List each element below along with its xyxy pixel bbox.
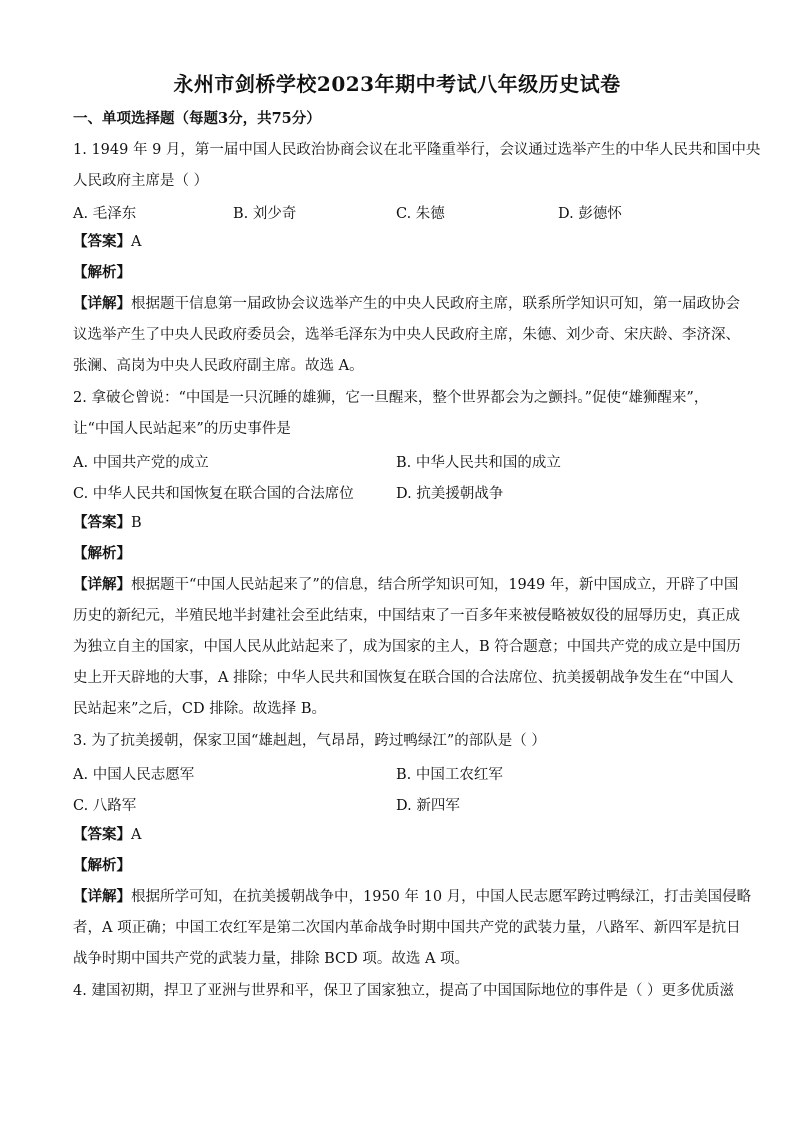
q1-detail-line1 bbox=[73, 294, 740, 314]
q2-detail-line1 bbox=[73, 575, 739, 595]
q3-option-c: C. 八路军 bbox=[73, 798, 137, 814]
q2-stem-line2: 让“中国人民站起来”的历史事件是 bbox=[73, 421, 291, 437]
q3-answer bbox=[73, 825, 723, 845]
detail-tag: 【详解】 bbox=[73, 295, 131, 312]
answer-value: A bbox=[131, 827, 142, 843]
detail-text: 根据题干“中国人民站起来了”的信息，结合所学知识可知，1949 年，新中国成立，开辟了中国 bbox=[131, 577, 739, 593]
q2-stem-line1: 2. 拿破仑曾说：“中国是一只沉睡的雄狮，它一旦醒来，整个世界都会为之颤抖。”促使“雄狮醒来”， bbox=[73, 390, 709, 406]
detail-text: 根据所学可知，在抗美援朝战争中，1950 年 10 月，中国人民志愿军跨过鸭绿江，打击美国侵略 bbox=[131, 889, 752, 905]
q2-detail-line4: 史上开天辟地的大事，A 排除；中华人民共和国恢复在联合国的合法席位、抗美援朝战争发生在“中国人 bbox=[73, 670, 734, 686]
q1-detail-line2: 议选举产生了中央人民政府委员会，选举毛泽东为中央人民政府主席，朱德、刘少奇、宋庆龄、李济深、 bbox=[73, 327, 740, 343]
q3-option-b: B. 中国工农红军 bbox=[396, 767, 503, 783]
q2-option-b: B. 中华人民共和国的成立 bbox=[396, 455, 561, 471]
q3-option-d: D. 新四军 bbox=[396, 798, 460, 814]
q2-option-c: C. 中华人民共和国恢复在联合国的合法席位 bbox=[73, 486, 354, 502]
q2-detail-line3: 为独立自主的国家，中国人民从此站起来了，成为国家的主人，B 符合题意；中国共产党的成立是中国历 bbox=[73, 639, 741, 655]
q1-option-c: C. 朱德 bbox=[396, 206, 445, 222]
q2-option-d: D. 抗美援朝战争 bbox=[396, 486, 504, 502]
q1-option-b: B. 刘少奇 bbox=[233, 206, 297, 222]
q3-detail-line1 bbox=[73, 887, 752, 907]
q3-detail-line3: 战争时期中国共产党的武装力量，排除 BCD 项。故选 A 项。 bbox=[73, 951, 470, 967]
q2-answer bbox=[73, 513, 723, 533]
answer-tag: 【答案】 bbox=[73, 514, 131, 531]
answer-value: A bbox=[131, 234, 142, 250]
q1-detail-line3: 张澜、高岗为中央人民政府副主席。故选 A。 bbox=[73, 358, 364, 374]
q4-stem-line1: 4. 建国初期，捍卫了亚洲与世界和平，保卫了国家独立，提高了中国国际地位的事件是（ ）更多优质滋 bbox=[73, 983, 735, 999]
q1-answer bbox=[73, 232, 723, 252]
q2-detail-line5: 民站起来”之后，CD 排除。故选择 B。 bbox=[73, 701, 327, 717]
answer-tag: 【答案】 bbox=[73, 233, 131, 250]
answer-tag: 【答案】 bbox=[73, 826, 131, 843]
q3-option-a: A. 中国人民志愿军 bbox=[73, 767, 195, 783]
q2-option-a: A. 中国共产党的成立 bbox=[73, 455, 209, 471]
q1-stem-line1: 1. 1949 年 9 月，第一届中国人民政治协商会议在北平隆重举行，会议通过选举产生的中华人民共和国中央 bbox=[73, 142, 761, 158]
section-heading: 一、单项选择题（每题3分，共75分） bbox=[73, 110, 321, 127]
answer-value: B bbox=[131, 515, 142, 531]
q1-stem-line2: 人民政府主席是（ ） bbox=[73, 173, 209, 189]
q3-analysis-tag: 【解析】 bbox=[73, 857, 131, 874]
q3-stem-line1: 3. 为了抗美援朝，保家卫国“雄赳赳，气昂昂，跨过鸭绿江”的部队是（ ） bbox=[73, 733, 546, 749]
q3-detail-line2: 者，A 项正确；中国工农红军是第二次国内革命战争时期中国共产党的武装力量，八路军、新四军是抗日 bbox=[73, 920, 741, 936]
q1-option-a: A. 毛泽东 bbox=[73, 206, 137, 222]
page-title: 永州市剑桥学校2023年期中考试八年级历史试卷 bbox=[173, 72, 621, 96]
q1-analysis-tag: 【解析】 bbox=[73, 264, 131, 281]
q1-option-d: D. 彭德怀 bbox=[558, 206, 622, 222]
detail-tag: 【详解】 bbox=[73, 888, 131, 905]
detail-tag: 【详解】 bbox=[73, 576, 131, 593]
q2-analysis-tag: 【解析】 bbox=[73, 545, 131, 562]
q2-detail-line2: 历史的新纪元，半殖民地半封建社会至此结束，中国结束了一百多年来被侵略被奴役的屈辱历史，真正成 bbox=[73, 608, 740, 624]
detail-text: 根据题干信息第一届政协会议选举产生的中央人民政府主席，联系所学知识可知，第一届政协会 bbox=[131, 296, 740, 312]
